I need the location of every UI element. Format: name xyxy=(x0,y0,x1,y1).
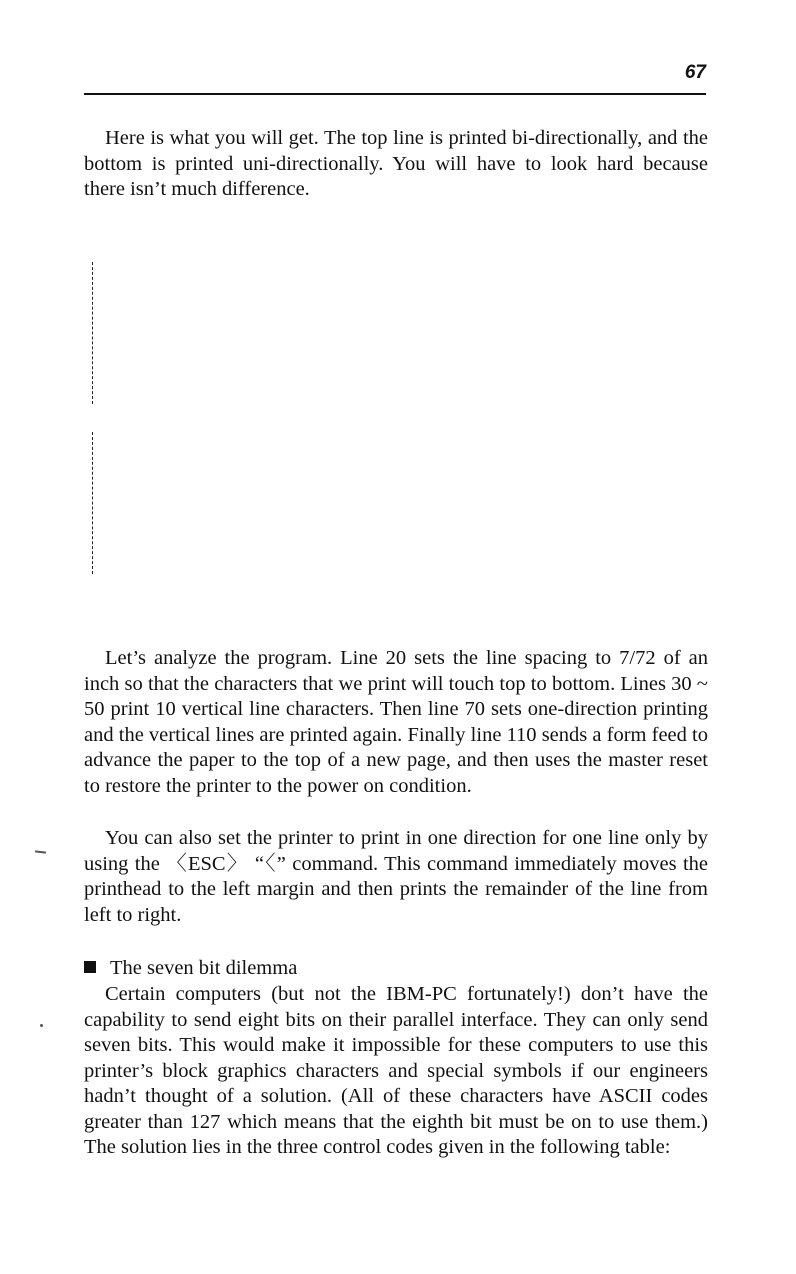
square-bullet-icon xyxy=(84,961,96,973)
one-line-paragraph: You can also set the printer to print in one direction for one line only by using the 〈ESC〉 “〈” command. This command immediately moves the printhead to the left margin and then prints the remainder of the line from left to right. xyxy=(84,827,708,926)
page-number: 67 xyxy=(684,62,706,83)
intro-paragraph: Here is what you will get. The top line is printed bi-directionally, and the bottom is printed uni-directionally. You will have to look hard because there isn’t much difference. xyxy=(84,127,708,200)
section-title: The seven bit dilemma xyxy=(110,957,298,979)
sample-output-unidirectional xyxy=(92,432,96,574)
margin-dot xyxy=(40,1024,43,1027)
sample-output-bidirectional xyxy=(92,262,96,404)
header-rule xyxy=(84,93,706,95)
section-heading xyxy=(84,956,297,982)
analysis-paragraph: Let’s analyze the program. Line 20 sets the line spacing to 7/72 of an inch so that the characters that we print will touch top to bottom. Lines 30 ~ 50 print 10 vertical line characters. Then line 70 sets one-direction printing and the vertical lines are printed again. Finally line 110 sends a form feed to advance the paper to the top of a new page, and then uses the master reset to restore the printer to the power on condition. xyxy=(84,647,708,797)
margin-mark xyxy=(35,850,46,853)
seven-bit-paragraph: Certain computers (but not the IBM-PC fortunately!) don’t have the capability to send eight bits on their parallel interface. They can only send seven bits. This would make it impossible for these computers to use this printer’s block graphics characters and special symbols if our engineers hadn’t thought of a solution. (All of these characters have ASCII codes greater than 127 which means that the eighth bit must be on to use them.) The solution lies in the three control codes given in the following table: xyxy=(84,983,708,1158)
